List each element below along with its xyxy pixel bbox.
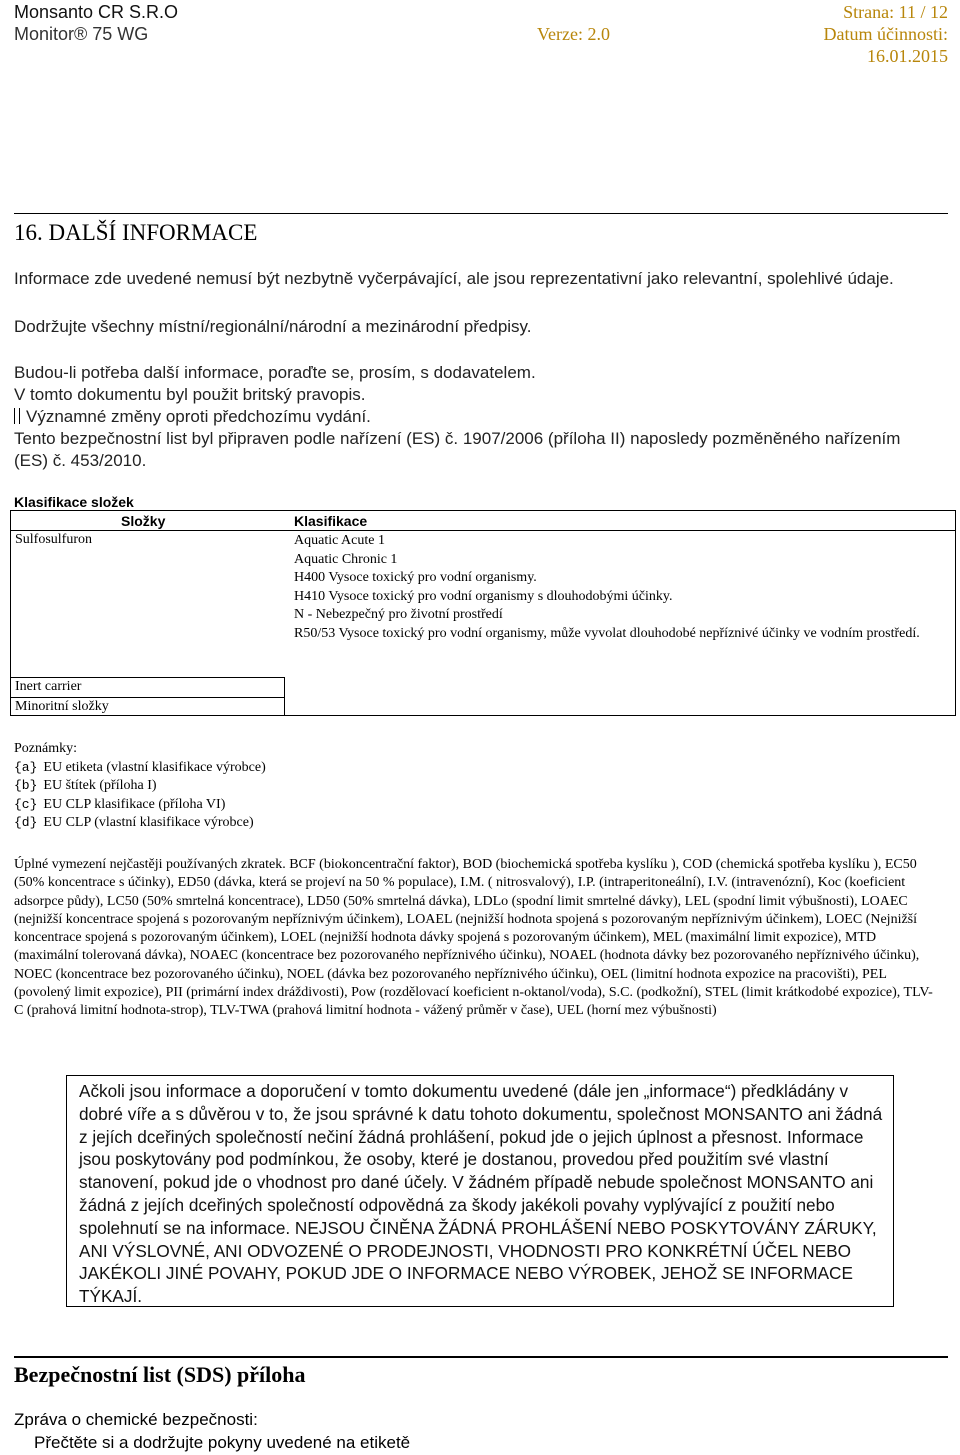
header-divider <box>11 530 955 531</box>
notes <box>14 740 266 833</box>
classification-entry: H410 Vysoce toxický pro vodní organismy s dlouhodobými účinky. <box>294 588 673 604</box>
component-name: Sulfosulfuron <box>15 532 92 547</box>
note-text: EU CLP (vlastní klasifikace výrobce) <box>43 815 254 830</box>
section-divider <box>14 213 948 214</box>
annex-subtitle: Zpráva o chemické bezpečnosti: <box>14 1410 258 1429</box>
note-code: {b} <box>14 778 38 793</box>
note-text: EU štítek (příloha I) <box>43 778 157 793</box>
classification-title: Klasifikace složek <box>14 494 134 510</box>
disclaimer-box <box>66 1075 894 1307</box>
company-name: Monsanto CR S.R.O <box>14 2 179 22</box>
regulation-line: Tento bezpečnostní list byl připraven podle nařízení (ES) č. 1907/2006 (příloha II) naposledy pozměněného nařízením (ES) č. 453/2010. <box>14 429 901 470</box>
row-divider <box>11 677 284 678</box>
classification-entry: Aquatic Chronic 1 <box>294 551 398 567</box>
info-paragraph: Informace zde uvedené nemusí být nezbytně vyčerpávající, ale jsou reprezentativní jako relevantní, spolehlivé údaje. <box>14 269 894 288</box>
change-bar-icon <box>14 408 20 424</box>
changes-text: Významné změny oproti předchozímu vydání. <box>26 407 371 426</box>
version: Verze: 2.0 <box>537 24 610 44</box>
annex-title: Bezpečnostní list (SDS) příloha <box>14 1362 306 1387</box>
supplier-line: Budou-li potřeba další informace, poraďte se, prosím, s dodavatelem. <box>14 363 536 382</box>
classification-entry: R50/53 Vysoce toxický pro vodní organismy, může vyvolat dlouhodobé nepříznivé účinky ve vodním prostředí. <box>294 625 920 641</box>
effective-date-label: Datum účinnosti: <box>823 24 948 44</box>
classification-entry: N - Nebezpečný pro životní prostředí <box>294 607 503 622</box>
product-name: Monitor® 75 WG <box>14 24 149 44</box>
note-code: {a} <box>14 759 38 775</box>
column-header-components: Složky <box>121 513 166 529</box>
note-code: {d} <box>14 815 38 830</box>
note-item <box>14 777 266 796</box>
effective-date-value: 16.01.2015 <box>867 46 948 66</box>
annex-instruction: Přečtěte si a dodržujte pokyny uvedené na etiketě <box>34 1433 411 1452</box>
annex-divider <box>14 1356 948 1358</box>
minor-components: Minoritní složky <box>15 699 109 714</box>
note-item <box>14 796 266 815</box>
additional-info <box>14 362 914 472</box>
note-item <box>14 814 266 833</box>
regulations-paragraph: Dodržujte všechny místní/regionální/národní a mezinárodní předpisy. <box>14 317 532 336</box>
disclaimer-text: Ačkoli jsou informace a doporučení v tomto dokumentu uvedené (dále jen „informace“) předkládány v dobré víře a s důvěrou v to, že jsou správné k datu tohoto dokumentu, společnost MONSANTO ani žádná z jejích dceřiných společností nečiní žádná prohlášení, pokud jde o jejich úplnost a přesnost. Informace jsou poskytovány pod podmínkou, že osoby, které je dostanou, provedou před použitím své vlastní stanovení, pokud jde o vhodnost pro dané účely. V žádném případě nebude společnost MONSANTO ani žádná z jejích dceřiných společností odpovědná za škody jakékoli povahy vyplývající z použití nebo spolehnutí se na informace. NEJSOU ČINĚNA ŽÁDNÁ PROHLÁŠENÍ NEBO POSKYTOVÁNY ZÁRUKY, ANI VÝSLOVNÉ, ANI ODVOZENÉ O PRODEJNOSTI, VHODNOSTI PRO KONKRÉTNÍ ÚČEL NEBO JAKÉKOLI JINÉ POVAHY, POKUD JDE O INFORMACE NEBO VÝROBEK, JEHOŽ SE INFORMACE TÝKAJÍ. <box>79 1081 883 1307</box>
page-header <box>14 2 948 64</box>
inert-carrier: Inert carrier <box>15 679 82 694</box>
note-code: {c} <box>14 796 38 812</box>
classification-cell <box>294 532 949 643</box>
classification-entry: H400 Vysoce toxický pro vodní organismy. <box>294 570 537 585</box>
note-text: EU CLP klasifikace (příloha VI) <box>43 796 226 812</box>
abbreviations-paragraph: Úplné vymezení nejčastěji používaných zkratek. BCF (biokoncentrační faktor), BOD (biochemická spotřeba kyslíku ), COD (chemická spotřeba kyslíku ), EC50 (50% koncentrace s účinky), ED50 (dávka, která se projeví na 50 % populace), I.M. ( nitrosvalový), I.P. (intraperitoneální), I.V. (intravenózní), Koc (koeficient adsorpce půdy), LC50 (50% smrtelná koncentrace), LD50 (50% smrtelná dávka), LDLo (spodní limit smrtelné dávky), LEL (spodní limit výbušnosti), LOAEC (nejnižší koncentrace spojená s pozorovaným nepříznivým účinkem), LOAEL (nejnižší hodnota spojená s pozorovaným nepříznivým účinkem), LOEC (Nejnižší koncentrace spojená s pozorovaným účinkem), LOEL (nejnižší hodnota dávky spojená s pozorovaným účinkem), MEL (maximální limit expozice), MTD (maximální tolerovaná dávka), NOAEC (koncentrace bez pozorovaného nepříznivého účinku), NOAEL (hodnota dávky bez pozorovaného nepříznivého účinku), NOEC (koncentrace bez pozorovaného účinku), NOEL (dávka bez pozorovaného nepříznivého účinku), OEL (limitní hodnota expozice na pracovišti), PEL (povolený limit expozice), PII (primární index dráždivosti), Pow (rozdělovací koeficient n-oktanol/voda), S.C. (podkožní), STEL (limit krátkodobé expozice), TLV-C (prahová limitní hodnota-strop), TLV-TWA (prahová limitní hodnota - vážený průměr v čase), UEL (horní mez výbušnosti) <box>14 857 933 1019</box>
row-divider <box>11 697 284 698</box>
classification-entry: Aquatic Acute 1 <box>294 533 385 548</box>
section-title: 16. DALŠÍ INFORMACE <box>14 220 258 245</box>
notes-title: Poznámky: <box>14 741 77 756</box>
classification-table <box>10 510 956 716</box>
column-divider <box>284 677 285 715</box>
note-text: EU etiketa (vlastní klasifikace výrobce) <box>43 759 266 775</box>
note-item <box>14 759 266 778</box>
page-number: Strana: 11 / 12 <box>843 2 948 22</box>
spelling-line: V tomto dokumentu byl použit britský pravopis. <box>14 385 366 404</box>
changes-line <box>14 406 914 428</box>
column-header-classification: Klasifikace <box>294 513 368 529</box>
